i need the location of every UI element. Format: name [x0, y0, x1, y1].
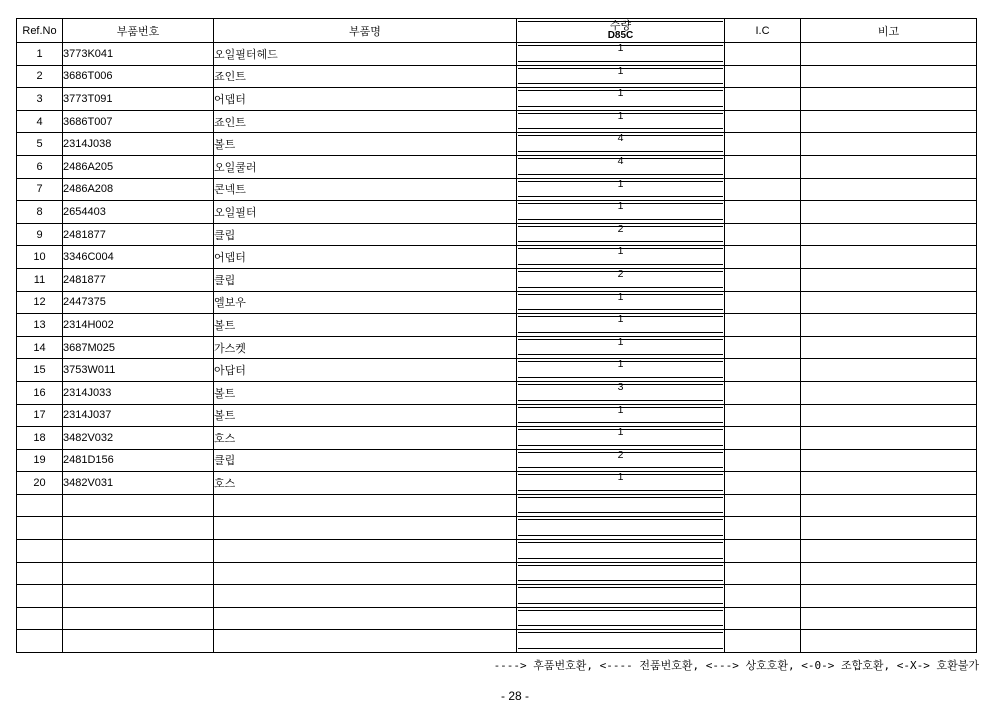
cell-remarks [801, 43, 977, 66]
cell-ic [725, 201, 801, 224]
cell-part-name: 클립 [214, 268, 517, 291]
cell-remarks [801, 223, 977, 246]
qty-rule-top [518, 610, 723, 611]
qty-rule-bottom [518, 196, 723, 197]
cell-ref-no [17, 562, 63, 585]
cell-part-name: 엘보우 [214, 291, 517, 314]
table-row [17, 607, 977, 630]
cell-ic [725, 291, 801, 314]
qty-rule-bottom [518, 264, 723, 265]
cell-quantity [517, 268, 725, 291]
cell-ref-no: 11 [17, 268, 63, 291]
cell-ic [725, 427, 801, 450]
table-row [17, 359, 977, 382]
cell-ic [725, 314, 801, 337]
qty-value: 3 [617, 381, 624, 393]
cell-ic [725, 449, 801, 472]
cell-ref-no: 20 [17, 472, 63, 495]
cell-ic [725, 585, 801, 608]
cell-remarks [801, 314, 977, 337]
cell-part-number [63, 562, 214, 585]
cell-ref-no: 12 [17, 291, 63, 314]
cell-remarks [801, 494, 977, 517]
cell-ic [725, 517, 801, 540]
cell-part-number: 2481877 [63, 268, 214, 291]
qty-rule-bottom [518, 625, 723, 626]
cell-ic [725, 155, 801, 178]
cell-ref-no: 1 [17, 43, 63, 66]
qty-value: 1 [617, 471, 624, 484]
qty-rule-bottom [518, 422, 723, 423]
qty-rule-bottom [518, 490, 723, 491]
qty-value: 1 [617, 178, 624, 190]
cell-ref-no: 17 [17, 404, 63, 427]
table-row [17, 630, 977, 653]
table-row [17, 88, 977, 111]
cell-part-number: 3687M025 [63, 336, 214, 359]
cell-ic [725, 88, 801, 111]
header-quantity-model: D85C [607, 30, 634, 41]
cell-part-number: 2486A205 [63, 155, 214, 178]
qty-rule-top [518, 632, 723, 633]
cell-ic [725, 540, 801, 563]
cell-ic [725, 630, 801, 653]
cell-ic [725, 223, 801, 246]
qty-value: 1 [617, 404, 624, 416]
cell-ref-no [17, 630, 63, 653]
qty-rule-bottom [518, 377, 723, 378]
qty-rule-top [518, 497, 723, 498]
cell-ref-no: 6 [17, 155, 63, 178]
cell-part-number: 2314H002 [63, 314, 214, 337]
qty-rule-bottom [518, 512, 723, 513]
table-row [17, 291, 977, 314]
cell-part-name: 죠인트 [214, 65, 517, 88]
cell-quantity [517, 291, 725, 314]
cell-part-name [214, 517, 517, 540]
qty-rule-bottom [518, 580, 723, 581]
cell-ref-no [17, 585, 63, 608]
cell-part-number [63, 585, 214, 608]
cell-remarks [801, 472, 977, 495]
cell-quantity [517, 246, 725, 269]
qty-rule-bottom [518, 128, 723, 129]
cell-quantity [517, 110, 725, 133]
cell-ic [725, 268, 801, 291]
table-row [17, 517, 977, 540]
qty-rule-bottom [518, 106, 723, 107]
cell-quantity [517, 472, 725, 495]
cell-ic [725, 178, 801, 201]
cell-ref-no [17, 494, 63, 517]
qty-value: 1 [617, 87, 624, 100]
cell-ref-no: 4 [17, 110, 63, 133]
cell-part-number [63, 494, 214, 517]
cell-part-number [63, 607, 214, 630]
cell-part-number: 3773T091 [63, 88, 214, 111]
cell-quantity [517, 585, 725, 608]
cell-quantity [517, 133, 725, 156]
header-ref-no: Ref.No [17, 19, 63, 43]
table-row [17, 336, 977, 359]
table-row [17, 472, 977, 495]
cell-ic [725, 381, 801, 404]
header-part-number: 부품번호 [63, 19, 214, 43]
qty-value: 1 [617, 358, 624, 371]
table-row [17, 314, 977, 337]
cell-part-number: 2314J038 [63, 133, 214, 156]
qty-rule-bottom [518, 61, 723, 62]
cell-ic [725, 607, 801, 630]
cell-ic [725, 359, 801, 382]
cell-part-name: 오일필터 [214, 201, 517, 224]
cell-quantity [517, 178, 725, 201]
table-row [17, 65, 977, 88]
cell-part-number: 3482V032 [63, 427, 214, 450]
table-row [17, 268, 977, 291]
qty-rule-bottom [518, 558, 723, 559]
cell-part-name: 오일쿨러 [214, 155, 517, 178]
cell-quantity [517, 630, 725, 653]
cell-quantity [517, 155, 725, 178]
cell-ref-no: 15 [17, 359, 63, 382]
qty-value: 1 [617, 110, 624, 122]
cell-part-name: 아답터 [214, 359, 517, 382]
cell-remarks [801, 404, 977, 427]
table-row [17, 110, 977, 133]
cell-quantity [517, 562, 725, 585]
cell-part-name: 어뎁터 [214, 246, 517, 269]
cell-ref-no: 9 [17, 223, 63, 246]
cell-quantity [517, 607, 725, 630]
page-number: - 28 - [500, 689, 529, 703]
qty-rule-bottom [518, 400, 723, 401]
qty-rule-bottom [518, 535, 723, 536]
header-part-name: 부품명 [214, 19, 517, 43]
table-row [17, 404, 977, 427]
cell-part-number: 3686T007 [63, 110, 214, 133]
qty-rule-bottom [518, 83, 723, 84]
qty-rule-top [518, 587, 723, 588]
cell-part-number: 2481D156 [63, 449, 214, 472]
cell-quantity [517, 223, 725, 246]
table-row [17, 449, 977, 472]
qty-value: 1 [617, 313, 624, 326]
cell-ic [725, 404, 801, 427]
cell-quantity [517, 449, 725, 472]
cell-remarks [801, 336, 977, 359]
cell-part-number: 3346C004 [63, 246, 214, 269]
table-header-row [17, 19, 977, 43]
cell-remarks [801, 291, 977, 314]
cell-remarks [801, 630, 977, 653]
qty-rule-bottom [518, 309, 723, 310]
qty-rule-bottom [518, 241, 723, 242]
cell-ic [725, 494, 801, 517]
cell-part-number [63, 540, 214, 563]
cell-part-name: 가스켓 [214, 336, 517, 359]
cell-part-number: 2481877 [63, 223, 214, 246]
cell-ic [725, 110, 801, 133]
cell-ic [725, 562, 801, 585]
cell-part-name: 호스 [214, 427, 517, 450]
table-row [17, 133, 977, 156]
qty-value: 1 [617, 336, 624, 348]
cell-quantity [517, 65, 725, 88]
cell-part-number [63, 517, 214, 540]
table-row [17, 155, 977, 178]
cell-ref-no: 8 [17, 201, 63, 224]
cell-quantity [517, 517, 725, 540]
qty-rule-bottom [518, 287, 723, 288]
table-row [17, 178, 977, 201]
cell-remarks [801, 65, 977, 88]
cell-quantity [517, 336, 725, 359]
cell-ref-no: 5 [17, 133, 63, 156]
qty-rule-top [518, 519, 723, 520]
cell-part-name: 볼트 [214, 381, 517, 404]
cell-remarks [801, 246, 977, 269]
cell-part-number: 3686T006 [63, 65, 214, 88]
table-row [17, 562, 977, 585]
cell-ref-no [17, 517, 63, 540]
cell-quantity [517, 43, 725, 66]
interchange-legend: ----> 후품번호환, <---- 전품번호환, <---> 상호호환, <-0-> 조합호환, <-X-> 호환불가 [493, 659, 979, 672]
header-quantity-title: 수량 [609, 19, 632, 32]
cell-part-name [214, 585, 517, 608]
qty-value: 1 [617, 426, 624, 439]
header-ic: I.C [725, 19, 801, 43]
cell-part-name: 죠인트 [214, 110, 517, 133]
cell-remarks [801, 110, 977, 133]
cell-remarks [801, 585, 977, 608]
cell-part-name: 볼트 [214, 314, 517, 337]
cell-ref-no: 14 [17, 336, 63, 359]
cell-remarks [801, 133, 977, 156]
cell-remarks [801, 540, 977, 563]
cell-ref-no: 19 [17, 449, 63, 472]
cell-part-name: 볼트 [214, 404, 517, 427]
cell-part-name [214, 630, 517, 653]
qty-rule-bottom [518, 354, 723, 355]
cell-part-name: 클립 [214, 449, 517, 472]
cell-part-name: 볼트 [214, 133, 517, 156]
cell-ref-no: 13 [17, 314, 63, 337]
table-row [17, 43, 977, 66]
table-row [17, 427, 977, 450]
cell-remarks [801, 178, 977, 201]
cell-part-name: 콘넥트 [214, 178, 517, 201]
cell-ref-no: 10 [17, 246, 63, 269]
cell-quantity [517, 314, 725, 337]
cell-part-name [214, 540, 517, 563]
cell-part-name [214, 494, 517, 517]
cell-part-number [63, 630, 214, 653]
qty-rule-bottom [518, 174, 723, 175]
cell-ic [725, 472, 801, 495]
qty-rule-bottom [518, 332, 723, 333]
cell-remarks [801, 449, 977, 472]
cell-remarks [801, 381, 977, 404]
cell-ref-no: 3 [17, 88, 63, 111]
cell-quantity [517, 359, 725, 382]
qty-value: 4 [617, 155, 624, 167]
cell-part-number: 2654403 [63, 201, 214, 224]
cell-quantity [517, 494, 725, 517]
qty-rule-bottom [518, 219, 723, 220]
cell-ic [725, 246, 801, 269]
table-row [17, 201, 977, 224]
qty-rule-bottom [518, 648, 723, 649]
qty-value: 2 [617, 268, 624, 280]
table-row [17, 494, 977, 517]
cell-part-name: 호스 [214, 472, 517, 495]
cell-quantity [517, 381, 725, 404]
cell-part-number: 3753W011 [63, 359, 214, 382]
qty-rule-top [518, 565, 723, 566]
cell-ic [725, 336, 801, 359]
cell-remarks [801, 359, 977, 382]
table-row [17, 246, 977, 269]
qty-rule-top [518, 542, 723, 543]
cell-part-number: 2486A208 [63, 178, 214, 201]
cell-remarks [801, 201, 977, 224]
qty-value: 1 [617, 42, 624, 54]
qty-value: 1 [617, 200, 624, 213]
cell-remarks [801, 607, 977, 630]
cell-ref-no: 16 [17, 381, 63, 404]
qty-value: 2 [617, 449, 624, 461]
table-row [17, 585, 977, 608]
cell-part-number: 2447375 [63, 291, 214, 314]
qty-rule-bottom [518, 151, 723, 152]
cell-part-number: 2314J033 [63, 381, 214, 404]
cell-quantity [517, 540, 725, 563]
cell-part-number: 3482V031 [63, 472, 214, 495]
qty-rule-bottom [518, 603, 723, 604]
table-row [17, 381, 977, 404]
cell-quantity [517, 404, 725, 427]
qty-value: 4 [617, 132, 624, 145]
cell-part-name: 어뎁터 [214, 88, 517, 111]
qty-rule-bottom [518, 445, 723, 446]
qty-value: 1 [617, 245, 624, 258]
cell-ref-no [17, 607, 63, 630]
cell-remarks [801, 155, 977, 178]
cell-ref-no: 18 [17, 427, 63, 450]
cell-ref-no: 7 [17, 178, 63, 201]
cell-remarks [801, 427, 977, 450]
parts-table [16, 18, 977, 653]
cell-remarks [801, 268, 977, 291]
cell-part-number: 3773K041 [63, 43, 214, 66]
table-row [17, 540, 977, 563]
cell-part-number: 2314J037 [63, 404, 214, 427]
cell-ref-no [17, 540, 63, 563]
cell-quantity [517, 201, 725, 224]
cell-remarks [801, 88, 977, 111]
header-quantity [517, 19, 725, 43]
cell-ic [725, 43, 801, 66]
cell-ic [725, 133, 801, 156]
qty-value: 1 [617, 65, 624, 77]
cell-part-name [214, 607, 517, 630]
qty-value: 1 [617, 291, 624, 303]
cell-ref-no: 2 [17, 65, 63, 88]
cell-quantity [517, 427, 725, 450]
cell-remarks [801, 517, 977, 540]
qty-rule-bottom [518, 467, 723, 468]
cell-quantity [517, 88, 725, 111]
cell-remarks [801, 562, 977, 585]
qty-value: 2 [617, 223, 624, 235]
cell-ic [725, 65, 801, 88]
table-row [17, 223, 977, 246]
cell-part-name [214, 562, 517, 585]
header-remarks: 비고 [801, 19, 977, 43]
cell-part-name: 클립 [214, 223, 517, 246]
cell-part-name: 오일필터헤드 [214, 43, 517, 66]
